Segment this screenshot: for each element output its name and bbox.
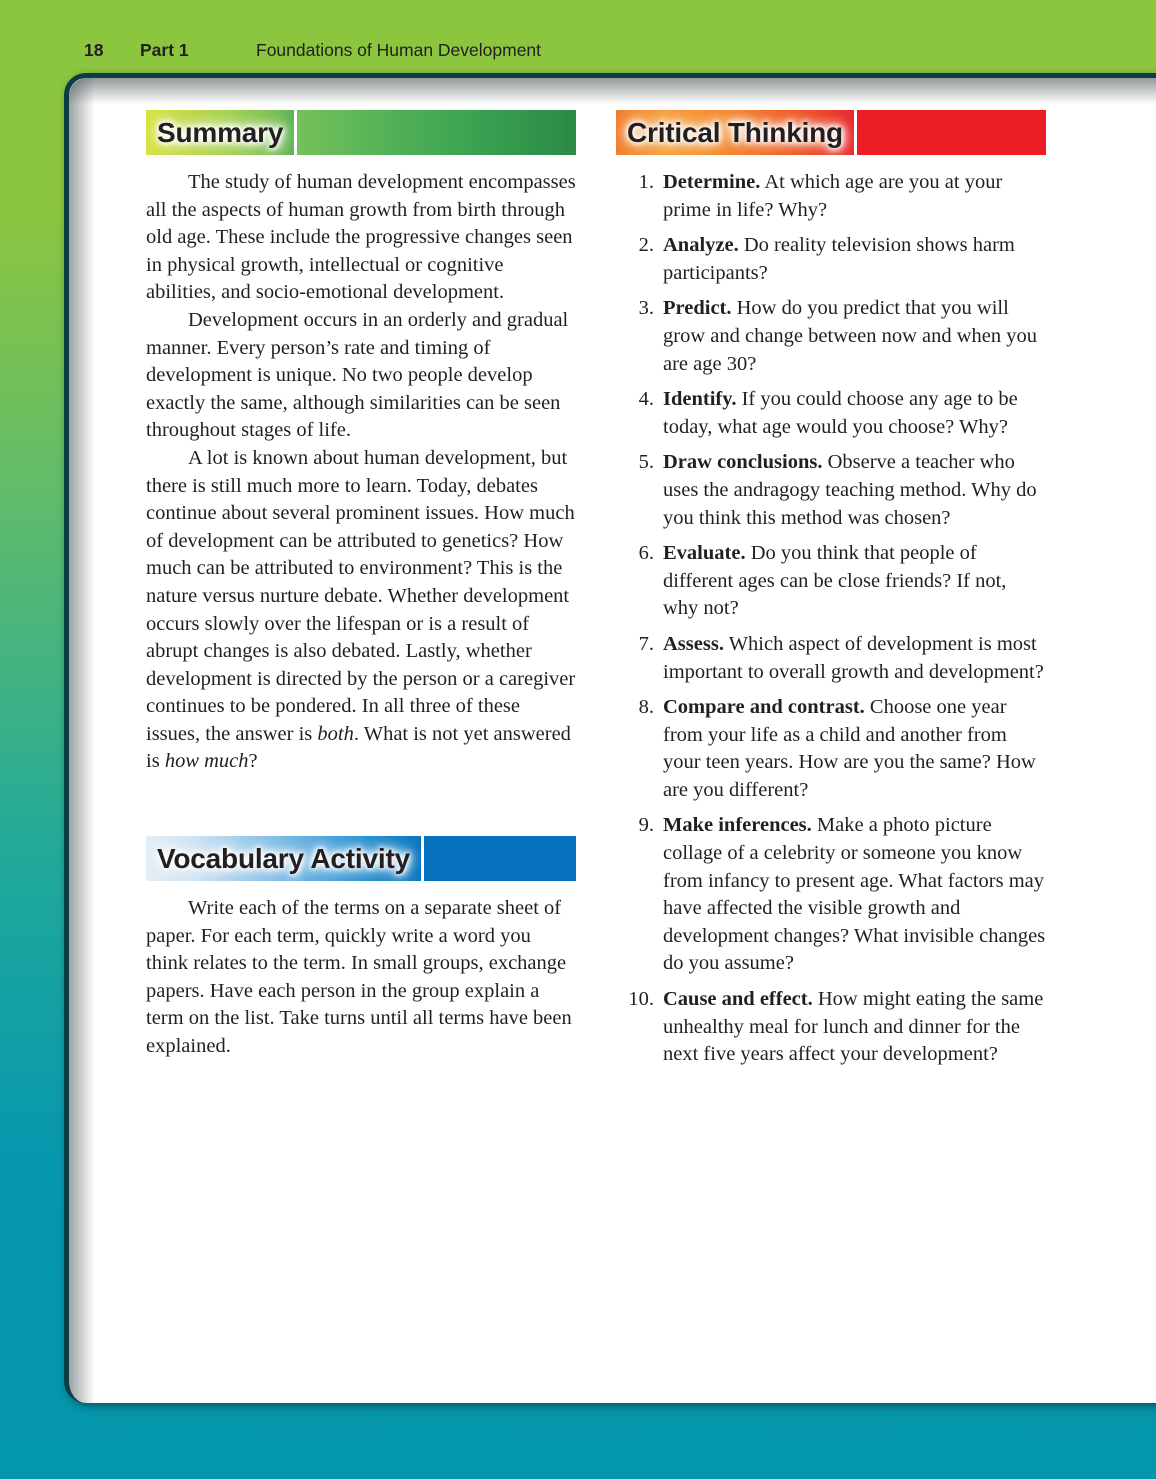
list-item-number: 1.	[638, 171, 654, 193]
summary-italic-both: both	[317, 722, 354, 745]
critical-thinking-item	[616, 812, 1046, 978]
critical-thinking-heading-text: Critical Thinking	[627, 116, 843, 148]
summary-paragraph-3-end: ?	[248, 750, 258, 773]
part-label: Part 1	[140, 40, 189, 60]
list-item-term: Assess.	[663, 632, 724, 655]
critical-thinking-item	[616, 449, 1046, 532]
critical-thinking-item	[616, 986, 1046, 1069]
summary-heading-bar	[146, 110, 576, 155]
list-item-text: Make a photo picture collage of a celebrity or someone you know from infancy to present age. What factors may have affected the visible growth and development changes? What invisible changes do you assume?	[663, 814, 1046, 975]
page-number: 18	[84, 40, 104, 60]
list-item-text: If you could choose any age to be today, what age would you choose? Why?	[663, 388, 1018, 438]
vocabulary-heading-accent-bar	[424, 836, 576, 881]
vocabulary-paragraph-1: Write each of the terms on a separate sheet of paper. For each term, quickly write a word you think relates to the term. In small groups, exchange papers. Have each person in the group explain a term on the list. Take turns until all terms have been explained.	[146, 897, 572, 1058]
list-item-number: 5.	[638, 451, 654, 474]
right-column	[616, 110, 1046, 1077]
list-item-text: Which aspect of development is most important to overall growth and development?	[663, 632, 1044, 683]
list-item-text: Choose one year from your life as a child and another from your teen years. How are you the same? How are you different?	[663, 696, 1036, 801]
critical-thinking-list	[616, 169, 1046, 1069]
list-item-term: Determine.	[663, 171, 761, 193]
critical-thinking-item	[616, 232, 1046, 287]
list-item-term: Cause and effect.	[663, 988, 813, 1011]
summary-heading-label	[146, 110, 294, 155]
vocabulary-heading-text: Vocabulary Activity	[157, 842, 410, 874]
list-item-term: Make inferences.	[663, 814, 812, 837]
list-item-term: Analyze.	[663, 234, 739, 257]
vocabulary-heading-bar	[146, 836, 576, 881]
critical-thinking-item	[616, 631, 1046, 686]
list-item-text: Observe a teacher who uses the andragogy teaching method. Why do you think this method was chosen?	[663, 451, 1037, 529]
list-item-text: At which age are you at your prime in life? Why?	[663, 171, 1003, 221]
list-item-term: Identify.	[663, 388, 737, 411]
part-title: Foundations of Human Development	[256, 40, 542, 60]
summary-paragraph-1: The study of human development encompasses all the aspects of human growth from birth through old age. These include the progressive changes seen in physical growth, intellectual or cognitive abilities, and socio-emotional development.	[146, 171, 576, 304]
critical-thinking-heading-label	[616, 110, 854, 155]
list-item-term: Evaluate.	[663, 542, 746, 565]
critical-thinking-item	[616, 540, 1046, 623]
critical-thinking-item	[616, 386, 1046, 441]
critical-thinking-item	[616, 295, 1046, 378]
list-item-term: Predict.	[663, 297, 732, 320]
list-item-text: How might eating the same unhealthy meal for lunch and dinner for the next five years affect your development?	[663, 988, 1044, 1066]
summary-heading-accent-bar	[297, 110, 576, 155]
left-column	[146, 110, 576, 1061]
vocabulary-heading-label	[146, 836, 421, 881]
summary-italic-how-much: how much	[164, 750, 249, 773]
summary-paragraph-3-mid: . What is not yet answered is	[146, 722, 571, 773]
list-item-term: Draw conclusions.	[663, 451, 823, 474]
list-item-number: 9.	[638, 814, 654, 837]
running-head	[0, 40, 1156, 68]
critical-thinking-heading-bar	[616, 110, 1046, 155]
list-item-number: 10.	[628, 988, 654, 1011]
summary-heading-text: Summary	[157, 116, 284, 148]
list-item-number: 7.	[638, 632, 654, 655]
critical-thinking-item	[616, 169, 1046, 224]
list-item-text: How do you predict that you will grow and change between now and when you are age 30?	[663, 297, 1038, 375]
summary-paragraph-2: Development occurs in an orderly and gradual manner. Every person’s rate and timing of development is unique. No two people develop exactly the same, although similarities can be seen throughout stages of life.	[146, 308, 569, 442]
list-item-text: Do you think that people of different ages can be close friends? If not, why not?	[663, 542, 1007, 620]
critical-thinking-heading-accent-bar	[857, 110, 1046, 155]
critical-thinking-item	[616, 694, 1046, 804]
list-item-number: 4.	[638, 388, 654, 411]
section-spacer	[146, 776, 576, 836]
list-item-term: Compare and contrast.	[663, 696, 865, 719]
list-item-number: 8.	[638, 696, 654, 719]
list-item-number: 2.	[638, 234, 654, 257]
summary-paragraph-3	[146, 445, 576, 776]
list-item-text: Do reality television shows harm participants?	[663, 234, 1015, 284]
list-item-number: 6.	[638, 542, 654, 565]
summary-paragraph-3-lead: A lot is known about human development, but there is still much more to learn. Today, debates continue about several prominent issues. How much of development can be attributed to genetics? How much can be attributed to environment? This is the nature versus nurture debate. Whether development occurs slowly over the lifespan or is a result of abrupt changes is also debated. Lastly, whether development is directed by the person or a caregiver continues to be pondered. In all three of these issues, the answer is	[146, 446, 576, 745]
list-item-number: 3.	[638, 297, 654, 320]
